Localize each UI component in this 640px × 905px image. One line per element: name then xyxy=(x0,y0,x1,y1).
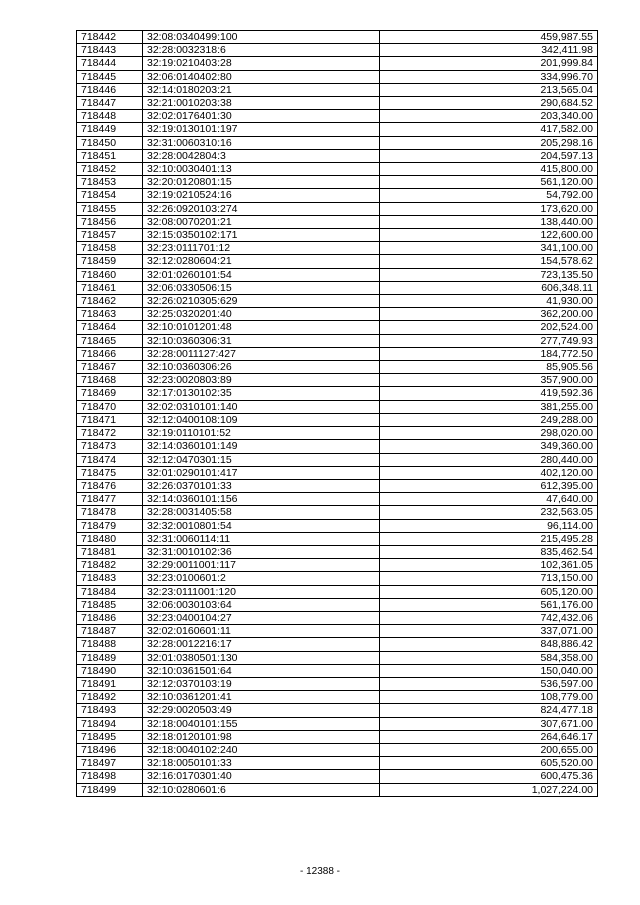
cadastral-number-cell: 32:02:0176401:30 xyxy=(143,110,380,123)
record-id-cell: 718446 xyxy=(77,83,143,96)
table-row xyxy=(77,70,598,83)
cadastral-number-cell: 32:20:0120801:15 xyxy=(143,176,380,189)
table-row xyxy=(77,677,598,690)
record-id-cell: 718469 xyxy=(77,387,143,400)
table-row xyxy=(77,347,598,360)
table-row xyxy=(77,163,598,176)
table-row xyxy=(77,123,598,136)
amount-cell: 600,475.36 xyxy=(380,770,598,783)
amount-cell: 280,440.00 xyxy=(380,453,598,466)
table-row xyxy=(77,295,598,308)
table-row xyxy=(77,585,598,598)
cadastral-number-cell: 32:32:0010801:54 xyxy=(143,519,380,532)
record-id-cell: 718490 xyxy=(77,664,143,677)
cadastral-number-cell: 32:19:0130101:197 xyxy=(143,123,380,136)
record-id-cell: 718468 xyxy=(77,374,143,387)
amount-cell: 362,200.00 xyxy=(380,308,598,321)
table-row xyxy=(77,229,598,242)
amount-cell: 154,578.62 xyxy=(380,255,598,268)
table-row xyxy=(77,215,598,228)
record-id-cell: 718470 xyxy=(77,400,143,413)
record-id-cell: 718491 xyxy=(77,677,143,690)
page-number: - 12388 - xyxy=(299,866,341,877)
table-body xyxy=(77,31,598,797)
record-id-cell: 718473 xyxy=(77,440,143,453)
table-row xyxy=(77,440,598,453)
cadastral-number-cell: 32:14:0180203:21 xyxy=(143,83,380,96)
amount-cell: 85,905.56 xyxy=(380,361,598,374)
record-id-cell: 718488 xyxy=(77,638,143,651)
amount-cell: 341,100.00 xyxy=(380,242,598,255)
amount-cell: 742,432.06 xyxy=(380,611,598,624)
table-row xyxy=(77,400,598,413)
table-row xyxy=(77,149,598,162)
cadastral-number-cell: 32:31:0060310:16 xyxy=(143,136,380,149)
amount-cell: 459,987.55 xyxy=(380,31,598,44)
cadastral-number-cell: 32:06:0030103:64 xyxy=(143,598,380,611)
table-row xyxy=(77,743,598,756)
cadastral-number-cell: 32:18:0040102:240 xyxy=(143,743,380,756)
cadastral-number-cell: 32:01:0290101:417 xyxy=(143,466,380,479)
cadastral-number-cell: 32:14:0360101:156 xyxy=(143,493,380,506)
record-id-cell: 718467 xyxy=(77,361,143,374)
cadastral-number-cell: 32:18:0050101:33 xyxy=(143,757,380,770)
amount-cell: 723,135.50 xyxy=(380,268,598,281)
amount-cell: 232,563.05 xyxy=(380,506,598,519)
amount-cell: 202,524.00 xyxy=(380,321,598,334)
table-row xyxy=(77,532,598,545)
amount-cell: 1,027,224.00 xyxy=(380,783,598,796)
cadastral-number-cell: 32:25:0320201:40 xyxy=(143,308,380,321)
amount-cell: 150,040.00 xyxy=(380,664,598,677)
cadastral-number-cell: 32:28:0012216:17 xyxy=(143,638,380,651)
record-id-cell: 718482 xyxy=(77,559,143,572)
table-row xyxy=(77,770,598,783)
table-row xyxy=(77,479,598,492)
table-row xyxy=(77,413,598,426)
table-row xyxy=(77,691,598,704)
table-row xyxy=(77,625,598,638)
table-row xyxy=(77,281,598,294)
amount-cell: 357,900.00 xyxy=(380,374,598,387)
table-row xyxy=(77,321,598,334)
table-row xyxy=(77,83,598,96)
amount-cell: 381,255.00 xyxy=(380,400,598,413)
amount-cell: 203,340.00 xyxy=(380,110,598,123)
record-id-cell: 718456 xyxy=(77,215,143,228)
table-row xyxy=(77,598,598,611)
amount-cell: 249,288.00 xyxy=(380,413,598,426)
cadastral-number-cell: 32:18:0040101:155 xyxy=(143,717,380,730)
cadastral-number-cell: 32:18:0120101:98 xyxy=(143,730,380,743)
amount-cell: 108,779.00 xyxy=(380,691,598,704)
amount-cell: 200,655.00 xyxy=(380,743,598,756)
amount-cell: 47,640.00 xyxy=(380,493,598,506)
table-row xyxy=(77,545,598,558)
table-row xyxy=(77,572,598,585)
record-id-cell: 718476 xyxy=(77,479,143,492)
record-id-cell: 718484 xyxy=(77,585,143,598)
cadastral-number-cell: 32:16:0170301:40 xyxy=(143,770,380,783)
amount-cell: 605,120.00 xyxy=(380,585,598,598)
record-id-cell: 718483 xyxy=(77,572,143,585)
cadastral-number-cell: 32:12:0400108:109 xyxy=(143,413,380,426)
record-id-cell: 718444 xyxy=(77,57,143,70)
record-id-cell: 718452 xyxy=(77,163,143,176)
cadastral-number-cell: 32:23:0020803:89 xyxy=(143,374,380,387)
amount-cell: 298,020.00 xyxy=(380,427,598,440)
cadastral-number-cell: 32:31:0060114:11 xyxy=(143,532,380,545)
cadastral-number-cell: 32:19:0110101:52 xyxy=(143,427,380,440)
amount-cell: 713,150.00 xyxy=(380,572,598,585)
record-id-cell: 718496 xyxy=(77,743,143,756)
cadastral-number-cell: 32:10:0360306:26 xyxy=(143,361,380,374)
record-id-cell: 718497 xyxy=(77,757,143,770)
record-id-cell: 718492 xyxy=(77,691,143,704)
record-id-cell: 718486 xyxy=(77,611,143,624)
record-id-cell: 718442 xyxy=(77,31,143,44)
amount-cell: 334,996.70 xyxy=(380,70,598,83)
table-row xyxy=(77,559,598,572)
cadastral-number-cell: 32:12:0470301:15 xyxy=(143,453,380,466)
amount-cell: 606,348.11 xyxy=(380,281,598,294)
record-id-cell: 718460 xyxy=(77,268,143,281)
table-row xyxy=(77,31,598,44)
cadastral-number-cell: 32:23:0111701:12 xyxy=(143,242,380,255)
cadastral-number-cell: 32:29:0020503:49 xyxy=(143,704,380,717)
amount-cell: 536,597.00 xyxy=(380,677,598,690)
cadastral-number-cell: 32:31:0010102:36 xyxy=(143,545,380,558)
record-id-cell: 718455 xyxy=(77,202,143,215)
cadastral-number-cell: 32:10:0360306:31 xyxy=(143,334,380,347)
record-id-cell: 718457 xyxy=(77,229,143,242)
record-id-cell: 718465 xyxy=(77,334,143,347)
amount-cell: 561,176.00 xyxy=(380,598,598,611)
record-id-cell: 718447 xyxy=(77,97,143,110)
table-row xyxy=(77,361,598,374)
table-row xyxy=(77,308,598,321)
record-id-cell: 718494 xyxy=(77,717,143,730)
amount-cell: 173,620.00 xyxy=(380,202,598,215)
record-id-cell: 718471 xyxy=(77,413,143,426)
parcel-value-table xyxy=(76,30,598,797)
amount-cell: 205,298.16 xyxy=(380,136,598,149)
record-id-cell: 718462 xyxy=(77,295,143,308)
record-id-cell: 718489 xyxy=(77,651,143,664)
table-row xyxy=(77,110,598,123)
record-id-cell: 718459 xyxy=(77,255,143,268)
amount-cell: 349,360.00 xyxy=(380,440,598,453)
record-id-cell: 718474 xyxy=(77,453,143,466)
amount-cell: 264,646.17 xyxy=(380,730,598,743)
cadastral-number-cell: 32:29:0011001:117 xyxy=(143,559,380,572)
table-row xyxy=(77,730,598,743)
amount-cell: 213,565.04 xyxy=(380,83,598,96)
cadastral-number-cell: 32:12:0280604:21 xyxy=(143,255,380,268)
amount-cell: 415,800.00 xyxy=(380,163,598,176)
table-row xyxy=(77,255,598,268)
cadastral-number-cell: 32:10:0101201:48 xyxy=(143,321,380,334)
cadastral-number-cell: 32:15:0350102:171 xyxy=(143,229,380,242)
table-row xyxy=(77,268,598,281)
table-row xyxy=(77,176,598,189)
record-id-cell: 718466 xyxy=(77,347,143,360)
record-id-cell: 718445 xyxy=(77,70,143,83)
amount-cell: 417,582.00 xyxy=(380,123,598,136)
cadastral-number-cell: 32:06:0330506:15 xyxy=(143,281,380,294)
amount-cell: 307,671.00 xyxy=(380,717,598,730)
cadastral-number-cell: 32:23:0400104:27 xyxy=(143,611,380,624)
amount-cell: 122,600.00 xyxy=(380,229,598,242)
record-id-cell: 718454 xyxy=(77,189,143,202)
cadastral-number-cell: 32:08:0340499:100 xyxy=(143,31,380,44)
cadastral-number-cell: 32:26:0370101:33 xyxy=(143,479,380,492)
amount-cell: 402,120.00 xyxy=(380,466,598,479)
cadastral-number-cell: 32:10:0361501:64 xyxy=(143,664,380,677)
cadastral-number-cell: 32:02:0310101:140 xyxy=(143,400,380,413)
record-id-cell: 718477 xyxy=(77,493,143,506)
record-id-cell: 718485 xyxy=(77,598,143,611)
record-id-cell: 718463 xyxy=(77,308,143,321)
record-id-cell: 718479 xyxy=(77,519,143,532)
record-id-cell: 718480 xyxy=(77,532,143,545)
record-id-cell: 718449 xyxy=(77,123,143,136)
cadastral-number-cell: 32:17:0130102:35 xyxy=(143,387,380,400)
record-id-cell: 718478 xyxy=(77,506,143,519)
amount-cell: 215,495.28 xyxy=(380,532,598,545)
amount-cell: 848,886.42 xyxy=(380,638,598,651)
amount-cell: 102,361.05 xyxy=(380,559,598,572)
amount-cell: 824,477.18 xyxy=(380,704,598,717)
cadastral-number-cell: 32:28:0032318:6 xyxy=(143,44,380,57)
record-id-cell: 718495 xyxy=(77,730,143,743)
table-row xyxy=(77,136,598,149)
amount-cell: 277,749.93 xyxy=(380,334,598,347)
table-row xyxy=(77,704,598,717)
amount-cell: 835,462.54 xyxy=(380,545,598,558)
table-row xyxy=(77,453,598,466)
cadastral-number-cell: 32:26:0920103:274 xyxy=(143,202,380,215)
table-row xyxy=(77,783,598,796)
amount-cell: 612,395.00 xyxy=(380,479,598,492)
table-row xyxy=(77,493,598,506)
cadastral-number-cell: 32:28:0042804:3 xyxy=(143,149,380,162)
table-row xyxy=(77,717,598,730)
table-row xyxy=(77,202,598,215)
record-id-cell: 718475 xyxy=(77,466,143,479)
record-id-cell: 718450 xyxy=(77,136,143,149)
cadastral-number-cell: 32:26:0210305:629 xyxy=(143,295,380,308)
cadastral-number-cell: 32:10:0280601:6 xyxy=(143,783,380,796)
cadastral-number-cell: 32:08:0070201:21 xyxy=(143,215,380,228)
table-row xyxy=(77,757,598,770)
cadastral-number-cell: 32:19:0210403:28 xyxy=(143,57,380,70)
cadastral-number-cell: 32:28:0011127:427 xyxy=(143,347,380,360)
cadastral-number-cell: 32:23:0111001:120 xyxy=(143,585,380,598)
amount-cell: 204,597.13 xyxy=(380,149,598,162)
amount-cell: 605,520.00 xyxy=(380,757,598,770)
record-id-cell: 718472 xyxy=(77,427,143,440)
amount-cell: 54,792.00 xyxy=(380,189,598,202)
table-row xyxy=(77,242,598,255)
record-id-cell: 718487 xyxy=(77,625,143,638)
record-id-cell: 718451 xyxy=(77,149,143,162)
table-row xyxy=(77,44,598,57)
record-id-cell: 718499 xyxy=(77,783,143,796)
table-row xyxy=(77,519,598,532)
table-row xyxy=(77,57,598,70)
table-row xyxy=(77,651,598,664)
cadastral-number-cell: 32:23:0100601:2 xyxy=(143,572,380,585)
record-id-cell: 718453 xyxy=(77,176,143,189)
table-row xyxy=(77,189,598,202)
cadastral-number-cell: 32:28:0031405:58 xyxy=(143,506,380,519)
cadastral-number-cell: 32:12:0370103:19 xyxy=(143,677,380,690)
table-row xyxy=(77,334,598,347)
cadastral-number-cell: 32:01:0260101:54 xyxy=(143,268,380,281)
record-id-cell: 718464 xyxy=(77,321,143,334)
cadastral-number-cell: 32:10:0361201:41 xyxy=(143,691,380,704)
table-row xyxy=(77,664,598,677)
record-id-cell: 718458 xyxy=(77,242,143,255)
cadastral-number-cell: 32:02:0160601:11 xyxy=(143,625,380,638)
table-row xyxy=(77,466,598,479)
table-row xyxy=(77,427,598,440)
amount-cell: 184,772.50 xyxy=(380,347,598,360)
record-id-cell: 718448 xyxy=(77,110,143,123)
amount-cell: 41,930.00 xyxy=(380,295,598,308)
amount-cell: 138,440.00 xyxy=(380,215,598,228)
record-id-cell: 718498 xyxy=(77,770,143,783)
table-row xyxy=(77,387,598,400)
amount-cell: 337,071.00 xyxy=(380,625,598,638)
amount-cell: 584,358.00 xyxy=(380,651,598,664)
cadastral-number-cell: 32:10:0030401:13 xyxy=(143,163,380,176)
table-row xyxy=(77,638,598,651)
cadastral-number-cell: 32:01:0380501:130 xyxy=(143,651,380,664)
record-id-cell: 718461 xyxy=(77,281,143,294)
table-row xyxy=(77,97,598,110)
amount-cell: 201,999.84 xyxy=(380,57,598,70)
cadastral-number-cell: 32:14:0360101:149 xyxy=(143,440,380,453)
amount-cell: 96,114.00 xyxy=(380,519,598,532)
table-row xyxy=(77,611,598,624)
record-id-cell: 718443 xyxy=(77,44,143,57)
amount-cell: 342,411.98 xyxy=(380,44,598,57)
table-row xyxy=(77,506,598,519)
amount-cell: 561,120.00 xyxy=(380,176,598,189)
amount-cell: 290,684.52 xyxy=(380,97,598,110)
record-id-cell: 718481 xyxy=(77,545,143,558)
cadastral-number-cell: 32:06:0140402:80 xyxy=(143,70,380,83)
cadastral-number-cell: 32:21:0010203:38 xyxy=(143,97,380,110)
record-id-cell: 718493 xyxy=(77,704,143,717)
cadastral-number-cell: 32:19:0210524:16 xyxy=(143,189,380,202)
table-row xyxy=(77,374,598,387)
amount-cell: 419,592.36 xyxy=(380,387,598,400)
